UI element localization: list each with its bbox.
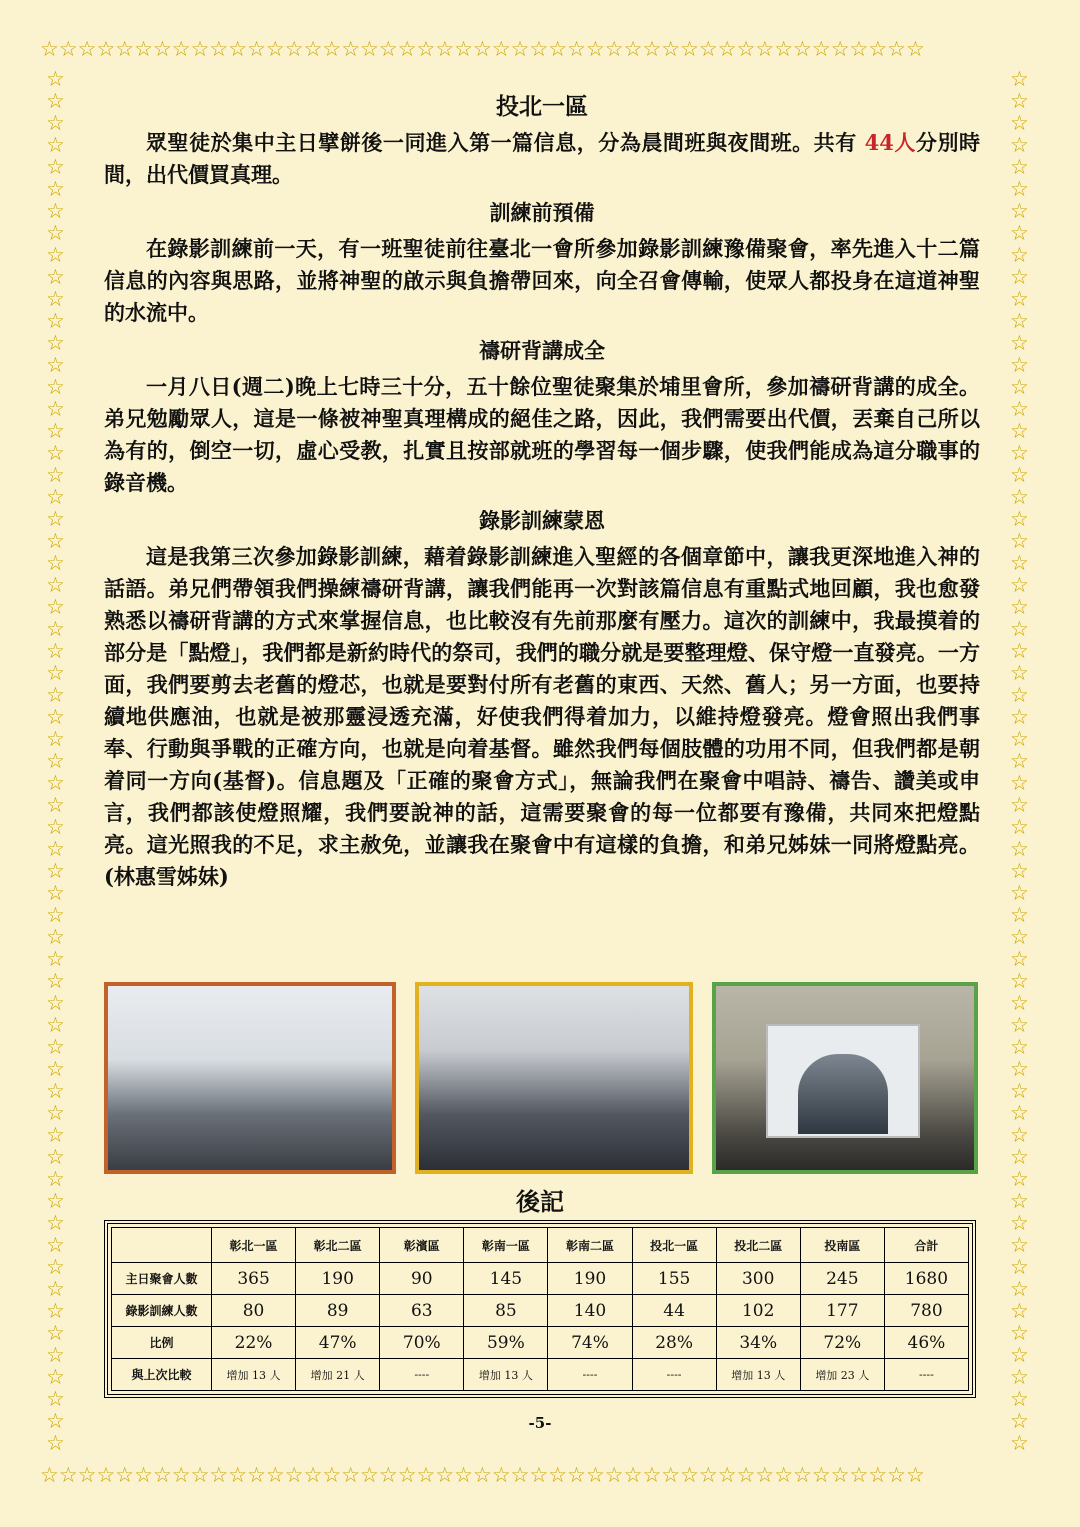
table-cell: 155 bbox=[632, 1263, 716, 1295]
photo-row bbox=[104, 982, 978, 1180]
attendance-highlight: 44人 bbox=[864, 130, 916, 155]
table-cell: ---- bbox=[548, 1359, 632, 1391]
star-border-bottom: ☆☆☆☆☆☆☆☆☆☆☆☆☆☆☆☆☆☆☆☆☆☆☆☆☆☆☆☆☆☆☆☆☆☆☆☆☆☆☆☆☆☆☆☆☆☆☆ bbox=[40, 1464, 925, 1487]
table-cell: 47% bbox=[296, 1327, 380, 1359]
table-cell: ---- bbox=[632, 1359, 716, 1391]
section-text-preparation: 在錄影訓練前一天，有一班聖徒前往臺北一會所參加錄影訓練豫備聚會，率先進入十二篇信息的內容與思路，並將神聖的啟示與負擔帶回來，向全召會傳輸，使眾人都投身在這道神聖的水流中。 bbox=[104, 236, 980, 325]
row-label: 主日聚會人數 bbox=[112, 1263, 212, 1295]
page-number: -5- bbox=[528, 1414, 552, 1432]
intro-text-after: 分別時間，出代價買真理。 bbox=[104, 130, 980, 187]
section-heading-perfecting: 禱研背講成全 bbox=[479, 338, 605, 363]
intro-text-before: 眾聖徒於集中主日擘餅後一同進入第一篇信息，分為晨間班與夜間班。共有 bbox=[146, 130, 865, 155]
table-cell: 177 bbox=[800, 1295, 884, 1327]
star-border-top: ☆☆☆☆☆☆☆☆☆☆☆☆☆☆☆☆☆☆☆☆☆☆☆☆☆☆☆☆☆☆☆☆☆☆☆☆☆☆☆☆☆☆☆☆☆☆☆ bbox=[40, 38, 925, 61]
table-header-cell: 投北一區 bbox=[632, 1228, 716, 1263]
table-header-cell: 彰北一區 bbox=[212, 1228, 296, 1263]
table-cell: 44 bbox=[632, 1295, 716, 1327]
table-cell: 80 bbox=[212, 1295, 296, 1327]
table-header-cell: 投南區 bbox=[800, 1228, 884, 1263]
table-cell: 72% bbox=[800, 1327, 884, 1359]
table-cell: 74% bbox=[548, 1327, 632, 1359]
table-cell: ---- bbox=[884, 1359, 968, 1391]
table-cell: 22% bbox=[212, 1327, 296, 1359]
section-text-perfecting: 一月八日(週二)晚上七時三十分，五十餘位聖徒聚集於埔里會所，參加禱研背講的成全。弟兄勉勵眾人，這是一條被神聖真理構成的絕佳之路，因此，我們需要出代價，丟棄自己所以為有的，倒空一切，虛心受教，扎實且按部就班的學習每一個步驟，使我們能成為這分職事的錄音機。 bbox=[104, 374, 980, 495]
table-cell: 59% bbox=[464, 1327, 548, 1359]
photo-classroom-meeting bbox=[104, 982, 396, 1174]
table-row bbox=[112, 1263, 969, 1295]
afterword-title: 後記 bbox=[516, 1187, 564, 1216]
table-cell: 46% bbox=[884, 1327, 968, 1359]
table-header-cell: 投北二區 bbox=[716, 1228, 800, 1263]
table-header-cell: 合計 bbox=[884, 1228, 968, 1263]
article-title: 投北一區 bbox=[496, 93, 588, 120]
photo-video-screen bbox=[712, 982, 978, 1174]
table-header-cell bbox=[112, 1228, 212, 1263]
table-cell: ---- bbox=[380, 1359, 464, 1391]
intro-paragraph bbox=[104, 127, 980, 191]
statistics-table-frame bbox=[104, 1220, 976, 1398]
table-row bbox=[112, 1327, 969, 1359]
table-cell: 145 bbox=[464, 1263, 548, 1295]
projection-screen bbox=[766, 1024, 920, 1138]
table-header-cell: 彰南一區 bbox=[464, 1228, 548, 1263]
table-cell: 780 bbox=[884, 1295, 968, 1327]
table-cell: 365 bbox=[212, 1263, 296, 1295]
table-row bbox=[112, 1359, 969, 1391]
table-cell: 90 bbox=[380, 1263, 464, 1295]
table-cell: 63 bbox=[380, 1295, 464, 1327]
table-cell: 增加 13 人 bbox=[464, 1359, 548, 1391]
table-cell: 34% bbox=[716, 1327, 800, 1359]
table-cell: 89 bbox=[296, 1295, 380, 1327]
photo-study-tables bbox=[415, 982, 693, 1174]
table-cell: 28% bbox=[632, 1327, 716, 1359]
table-cell: 190 bbox=[548, 1263, 632, 1295]
speaker-figure bbox=[798, 1054, 888, 1134]
table-cell: 85 bbox=[464, 1295, 548, 1327]
statistics-table bbox=[111, 1227, 969, 1391]
table-cell: 增加 21 人 bbox=[296, 1359, 380, 1391]
table-cell: 245 bbox=[800, 1263, 884, 1295]
row-label: 比例 bbox=[112, 1327, 212, 1359]
row-label: 錄影訓練人數 bbox=[112, 1295, 212, 1327]
section-heading-preparation: 訓練前預備 bbox=[489, 200, 595, 225]
article bbox=[104, 88, 980, 893]
table-cell: 1680 bbox=[884, 1263, 968, 1295]
section-text-testimony: 這是我第三次參加錄影訓練，藉着錄影訓練進入聖經的各個章節中，讓我更深地進入神的話語。弟兄們帶領我們操練禱研背講，讓我們能再一次對該篇信息有重點式地回顧，我也愈發熟悉以禱研背講的方式來掌握信息，也比較沒有先前那麼有壓力。這次的訓練中，我最摸着的部分是「點燈」，我們都是新約時代的祭司，我們的職分就是要整理燈、保守燈一直發亮。一方面，我們要剪去老舊的燈芯，也就是要對付所有老舊的東西、天然、舊人；另一方面，也要持續地供應油，也就是被那靈浸透充滿，好使我們得着加力，以維持燈發亮。燈會照出我們事奉、行動與爭戰的正確方向，也就是向着基督。雖然我們每個肢體的功用不同，但我們都是朝着同一方向(基督)。信息題及「正確的聚會方式」，無論我們在聚會中唱詩、禱告、讚美或申言，我們都該使燈照耀，我們要說神的話，這需要聚會的每一位都要有豫備，共同來把燈點亮。這光照我的不足，求主赦免，並讓我在聚會中有這樣的負擔，和弟兄姊妹一同將燈點亮。(林惠雪姊妹) bbox=[104, 544, 980, 889]
table-cell: 300 bbox=[716, 1263, 800, 1295]
table-cell: 增加 13 人 bbox=[212, 1359, 296, 1391]
table-header-cell: 彰濱區 bbox=[380, 1228, 464, 1263]
table-cell: 140 bbox=[548, 1295, 632, 1327]
table-header-cell: 彰北二區 bbox=[296, 1228, 380, 1263]
table-cell: 190 bbox=[296, 1263, 380, 1295]
star-border-right: ☆ ☆ ☆ ☆ ☆ ☆ ☆ ☆ ☆ ☆ ☆ ☆ ☆ ☆ ☆ ☆ ☆ ☆ ☆ ☆ ☆ ☆ ☆ ☆ ☆ ☆ ☆ ☆ ☆ ☆ ☆ ☆ ☆ ☆ ☆ ☆ ☆ ☆ ☆ ☆ ☆ ☆ ☆ ☆ ☆ ☆ ☆ ☆ ☆ ☆ ☆ ☆ ☆ ☆ ☆ ☆ ☆ ☆ ☆ ☆ ☆ ☆ ☆ bbox=[1010, 68, 1029, 1455]
table-header-cell: 彰南二區 bbox=[548, 1228, 632, 1263]
row-label: 與上次比較 bbox=[112, 1359, 212, 1391]
table-row bbox=[112, 1295, 969, 1327]
section-heading-testimony: 錄影訓練蒙恩 bbox=[479, 508, 605, 533]
star-border-left: ☆ ☆ ☆ ☆ ☆ ☆ ☆ ☆ ☆ ☆ ☆ ☆ ☆ ☆ ☆ ☆ ☆ ☆ ☆ ☆ ☆ ☆ ☆ ☆ ☆ ☆ ☆ ☆ ☆ ☆ ☆ ☆ ☆ ☆ ☆ ☆ ☆ ☆ ☆ ☆ ☆ ☆ ☆ ☆ ☆ ☆ ☆ ☆ ☆ ☆ ☆ ☆ ☆ ☆ ☆ ☆ ☆ ☆ ☆ ☆ ☆ ☆ ☆ bbox=[46, 68, 65, 1455]
table-cell: 102 bbox=[716, 1295, 800, 1327]
table-cell: 增加 13 人 bbox=[716, 1359, 800, 1391]
table-cell: 增加 23 人 bbox=[800, 1359, 884, 1391]
table-cell: 70% bbox=[380, 1327, 464, 1359]
table-header-row bbox=[112, 1228, 969, 1263]
